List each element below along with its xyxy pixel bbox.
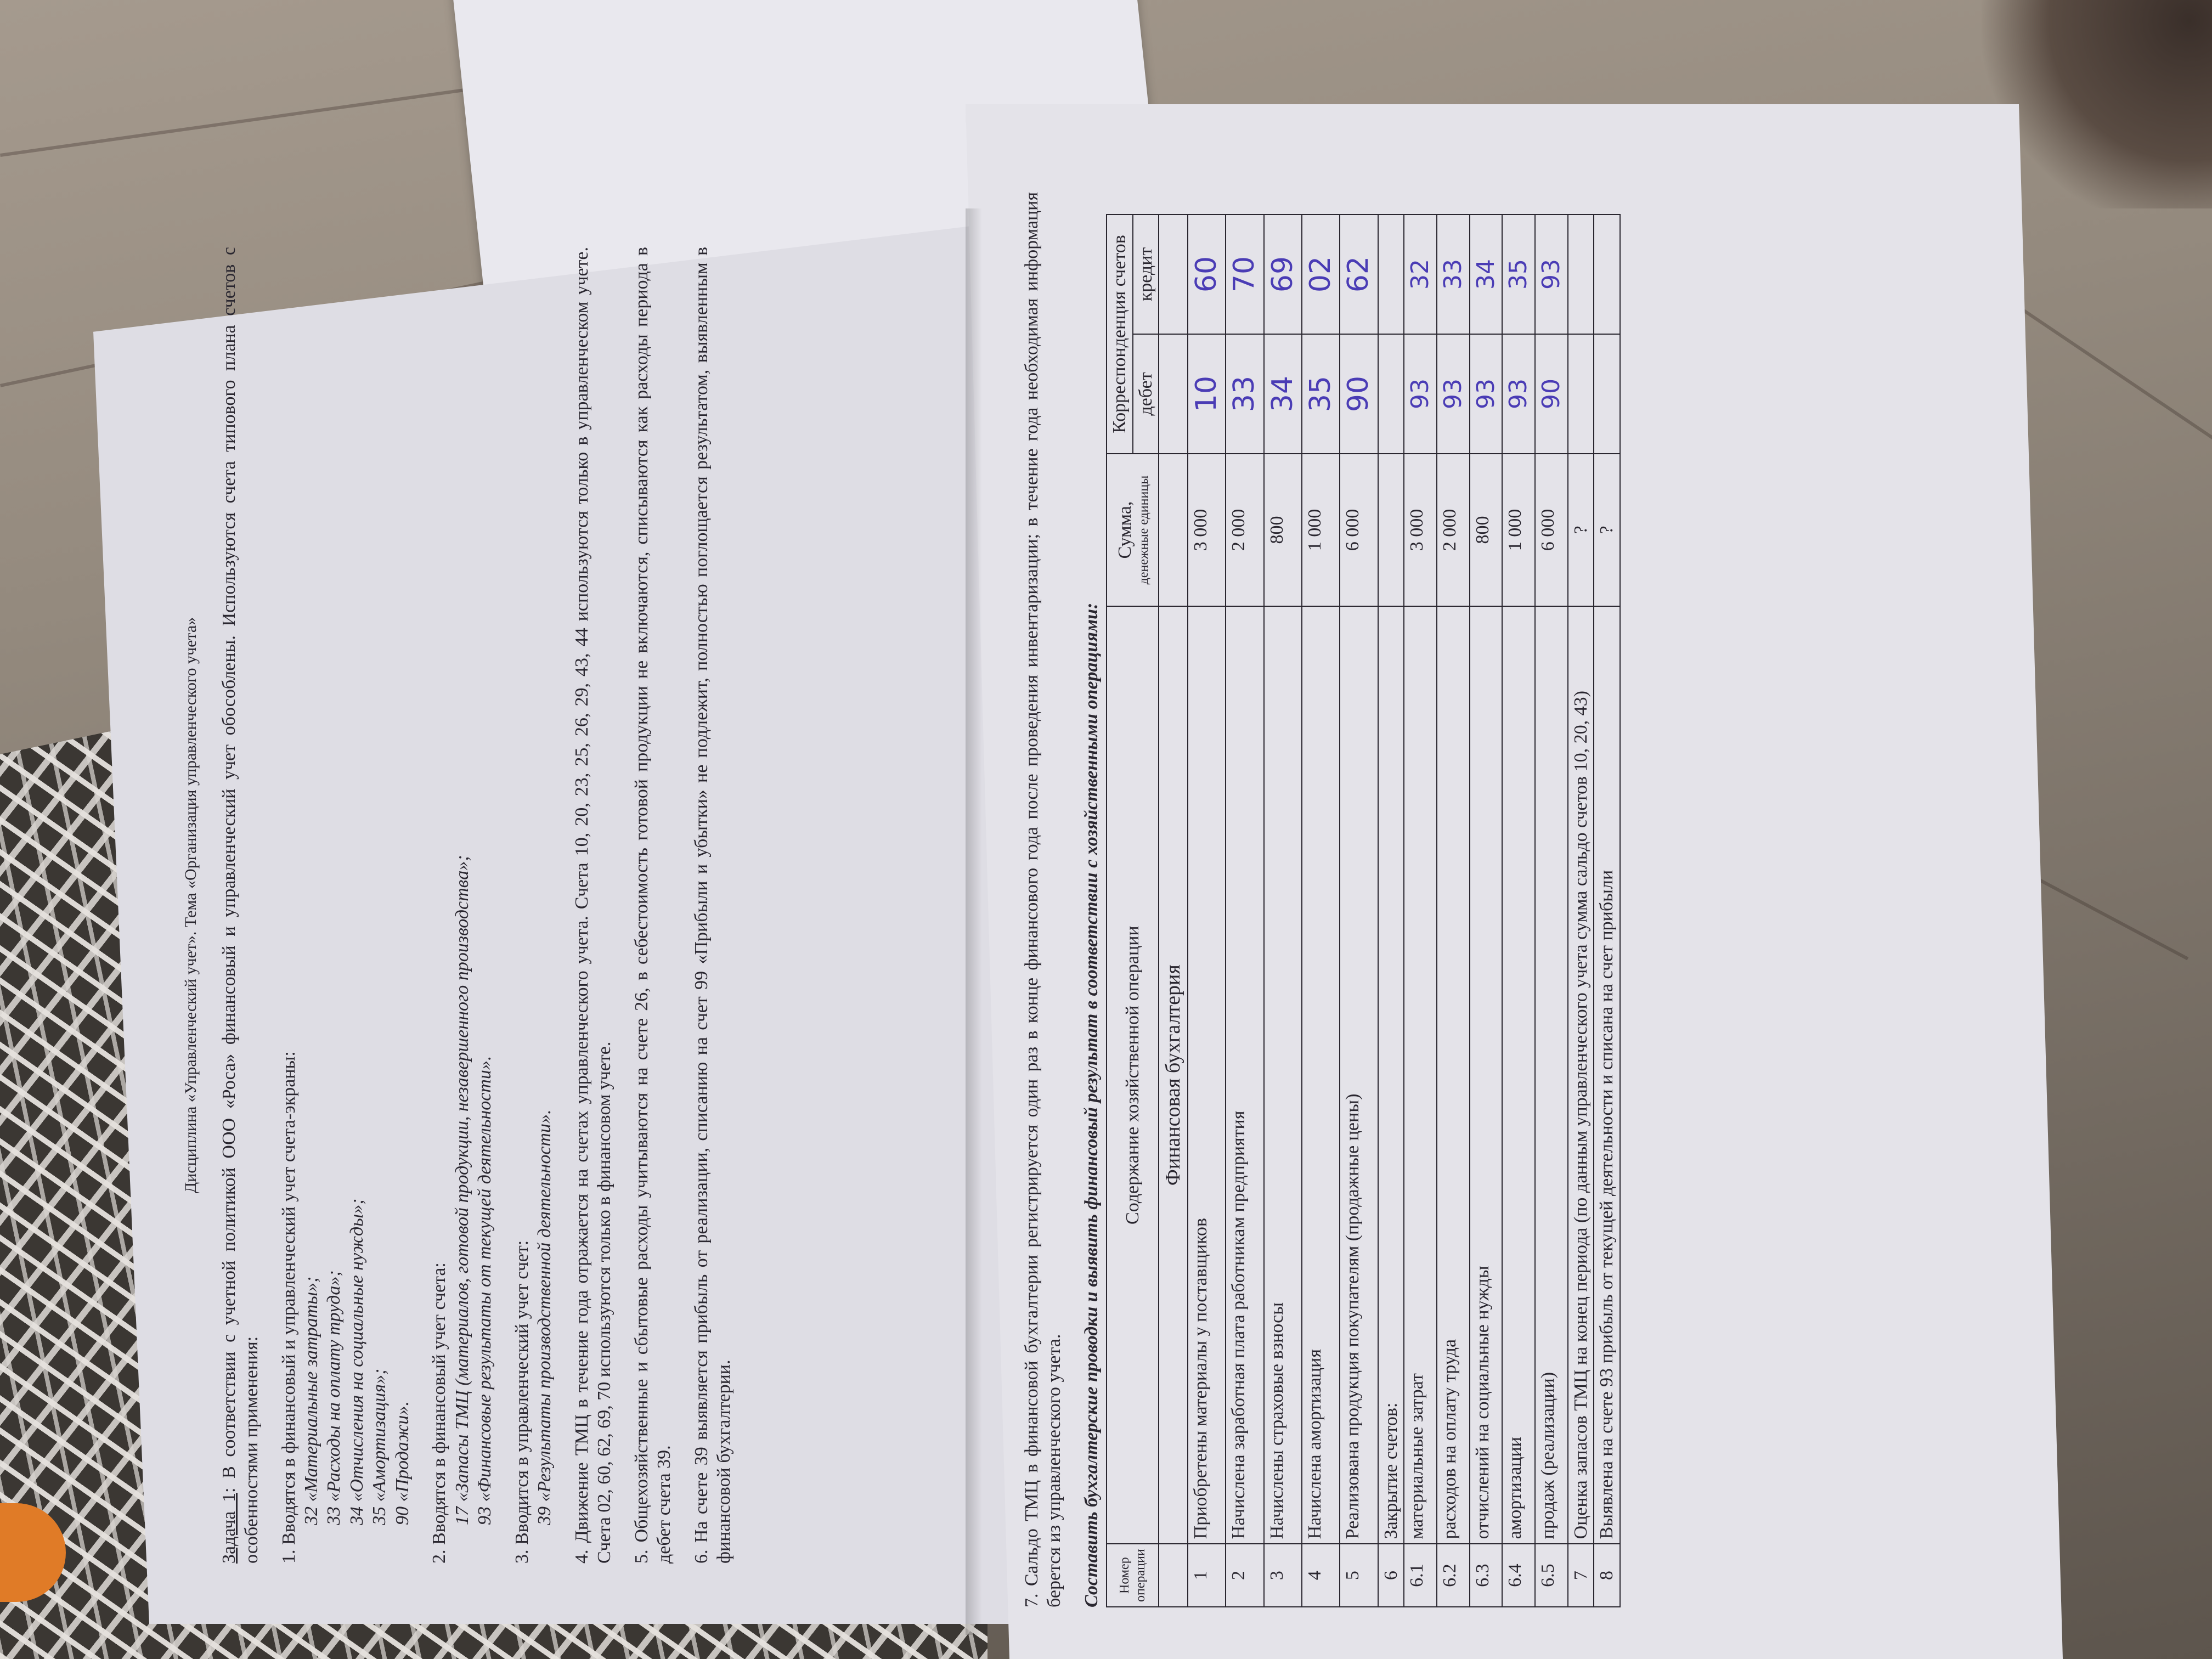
row-sum xyxy=(1378,454,1404,606)
header-sum xyxy=(1107,454,1159,606)
row-sum: 800 xyxy=(1264,454,1302,606)
row-credit-handwritten: 35 xyxy=(1502,215,1535,334)
item5-paragraph: 5. Общехозяйственные и сбытовые расходы учитываются на счете 26, в себестоимость готовой продукции не включаются, списываются как расходы периода в дебет счета 39. xyxy=(631,247,675,1564)
item1-line: 34 «Отчисления на социальные нужды»; xyxy=(346,1198,367,1525)
row-credit-handwritten: 93 xyxy=(1535,215,1568,334)
table-row xyxy=(1470,215,1503,1607)
row-number: 6.4 xyxy=(1502,1544,1535,1607)
item4-paragraph: 4. Движение ТМЦ в течение года отражается на счетах управленческого учета. Счета 10, 20, 23, 25, 26, 29, 43, 44 используются только в управленческом учете. Счета 02, 60, 62, 69, 70 используются только в финансовом учете. xyxy=(571,247,615,1564)
row-text: Закрытие счетов: xyxy=(1378,606,1404,1544)
table-row xyxy=(1302,215,1340,1607)
task-label: Задача 1 xyxy=(218,1493,239,1564)
row-credit xyxy=(1568,215,1594,334)
row-number: 1 xyxy=(1188,1544,1226,1607)
row-text: Приобретены материалы у поставщиков xyxy=(1188,606,1226,1544)
row-sum: 3 000 xyxy=(1188,454,1226,606)
row-number: 8 xyxy=(1594,1544,1620,1607)
row-sum: 3 000 xyxy=(1404,454,1437,606)
item1-line: 35 «Амортизация»; xyxy=(369,1368,390,1525)
row-credit-handwritten xyxy=(1378,215,1404,334)
row-text: Начислена амортизация xyxy=(1302,606,1340,1544)
row-credit-handwritten: 33 xyxy=(1437,215,1470,334)
row-number: 6.1 xyxy=(1404,1544,1437,1607)
row-sum: ? xyxy=(1594,454,1620,606)
row-debit xyxy=(1594,334,1620,454)
row-number: 2 xyxy=(1226,1544,1263,1607)
header-content: Содержание хозяйственной операции xyxy=(1107,606,1159,1544)
row-text: Начислена заработная плата работникам предприятия xyxy=(1226,606,1263,1544)
row-number: 7 xyxy=(1568,1544,1594,1607)
row-sum: 2 000 xyxy=(1226,454,1263,606)
section-row xyxy=(1159,215,1187,1607)
row-credit-handwritten: 32 xyxy=(1404,215,1437,334)
row-debit-handwritten: 90 xyxy=(1340,334,1378,454)
row-sum: 6 000 xyxy=(1535,454,1568,606)
item1-line: 32 «Материальные затраты»; xyxy=(301,1276,321,1525)
row-text: Начислены страховые взносы xyxy=(1264,606,1302,1544)
row-debit-handwritten: 34 xyxy=(1264,334,1302,454)
table-row xyxy=(1264,215,1302,1607)
table-row xyxy=(1502,215,1535,1607)
header-credit: кредит xyxy=(1133,215,1159,334)
item1-line: 33 «Расходы на оплату труда»; xyxy=(324,1270,345,1525)
table-row xyxy=(1404,215,1437,1607)
table-row xyxy=(1340,215,1378,1607)
row-sum: ? xyxy=(1568,454,1594,606)
row-text: Реализована продукция покупателям (продажные цены) xyxy=(1340,606,1378,1544)
row-credit-handwritten: 34 xyxy=(1470,215,1503,334)
item2-line: 17 «Запасы ТМЦ (материалов, готовой продукции, незавершенного производства»; xyxy=(452,855,472,1525)
table-header-row xyxy=(1107,215,1132,1607)
document-header: Дисциплина «Управленческий учет». Тема «Организация управленческого учета» xyxy=(182,617,200,1194)
row-debit-handwritten: 35 xyxy=(1302,334,1340,454)
task-intro: : В соответствии с учетной политикой ООО «Роса» финансовый и управленческий учет обособлены. Используются счета типового плана счетов с особенностями применения: xyxy=(218,247,262,1564)
section-title: Финансовая бухгалтерия xyxy=(1159,606,1187,1544)
header-sum-label: Сумма, xyxy=(1114,501,1135,559)
row-number: 6.2 xyxy=(1437,1544,1470,1607)
row-debit-handwritten: 90 xyxy=(1535,334,1568,454)
header-sum-unit: денежные единицы xyxy=(1136,475,1151,585)
row-sum: 800 xyxy=(1470,454,1503,606)
row-debit-handwritten: 93 xyxy=(1404,334,1437,454)
table-row xyxy=(1594,215,1620,1607)
item2-line: 93 «Финансовые результаты от текущей деятельности». xyxy=(475,1056,495,1525)
header-correspondence: Корреспонденция счетов xyxy=(1107,215,1132,454)
row-text: амортизации xyxy=(1502,606,1535,1544)
row-text: расходов на оплату труда xyxy=(1437,606,1470,1544)
task-paragraph xyxy=(218,247,263,1564)
row-sum: 1 000 xyxy=(1502,454,1535,606)
row-sum: 6 000 xyxy=(1340,454,1378,606)
row-credit-handwritten: 69 xyxy=(1264,215,1302,334)
operations-table xyxy=(1106,214,1620,1607)
assignment-text: Составить бухгалтерские проводки и выявить финансовый результат в соответствии с хозяйственными операциями: xyxy=(1081,602,1102,1607)
item7-paragraph: 7. Сальдо ТМЦ в финансовой бухгалтерии регистрируется один раз в конце финансового года после проведения инвентаризации; в течение года необходимая информация берется из управленческого учета. xyxy=(1022,192,1065,1607)
row-debit-handwritten xyxy=(1378,334,1404,454)
row-text: Выявлена на счете 93 прибыль от текущей деятельности и списана на счет прибыли xyxy=(1594,606,1620,1544)
table-row xyxy=(1188,215,1226,1607)
table-row xyxy=(1535,215,1568,1607)
row-debit-handwritten: 93 xyxy=(1502,334,1535,454)
row-number: 6.5 xyxy=(1535,1544,1568,1607)
item1-title: 1. Вводятся в финансовый и управленческий учет счета-экраны: xyxy=(278,1051,299,1564)
item3-line: 39 «Результаты производственной деятельности». xyxy=(534,1109,555,1525)
item6-paragraph: 6. На счете 39 выявляется прибыль от реализации, списанию на счет 99 «Прибыли и убытки» не подлежит, полностью поглощается результатом, выявленным в финансовой бухгалтерии. xyxy=(691,247,735,1564)
row-debit xyxy=(1568,334,1594,454)
table-row xyxy=(1568,215,1594,1607)
row-credit-handwritten: 60 xyxy=(1188,215,1226,334)
header-op-number: Номер операции xyxy=(1107,1544,1159,1607)
row-text: материальные затрат xyxy=(1404,606,1437,1544)
row-text: Оценка запасов ТМЦ на конец периода (по данным управленческого учета сумма сальдо счетов 10, 20, 43) xyxy=(1568,606,1594,1544)
right-page-content xyxy=(1020,192,1621,1607)
row-number: 6.3 xyxy=(1470,1544,1503,1607)
row-credit-handwritten: 62 xyxy=(1340,215,1378,334)
row-debit-handwritten: 93 xyxy=(1470,334,1503,454)
row-sum: 1 000 xyxy=(1302,454,1340,606)
row-debit-handwritten: 33 xyxy=(1226,334,1263,454)
row-credit-handwritten: 70 xyxy=(1226,215,1263,334)
table-row xyxy=(1226,215,1263,1607)
row-number: 6 xyxy=(1378,1544,1404,1607)
table-row xyxy=(1378,215,1404,1607)
item3-title: 3. Вводится в управленческий учет счет: xyxy=(511,1240,532,1564)
table-row xyxy=(1437,215,1470,1607)
item1-line: 90 «Продажи». xyxy=(392,1401,413,1525)
row-text: продаж (реализации) xyxy=(1535,606,1568,1544)
row-debit-handwritten: 93 xyxy=(1437,334,1470,454)
row-text: отчислений на социальные нужды xyxy=(1470,606,1503,1544)
header-debit: дебет xyxy=(1133,334,1159,454)
left-page-content xyxy=(181,247,736,1564)
row-credit-handwritten: 02 xyxy=(1302,215,1340,334)
item2-title: 2. Вводятся в финансовый учет счета: xyxy=(429,1262,450,1564)
row-number: 3 xyxy=(1264,1544,1302,1607)
paper-fold-shadow xyxy=(966,208,982,1635)
row-sum: 2 000 xyxy=(1437,454,1470,606)
row-number: 5 xyxy=(1340,1544,1378,1607)
row-number: 4 xyxy=(1302,1544,1340,1607)
row-credit xyxy=(1594,215,1620,334)
row-debit-handwritten: 10 xyxy=(1188,334,1226,454)
